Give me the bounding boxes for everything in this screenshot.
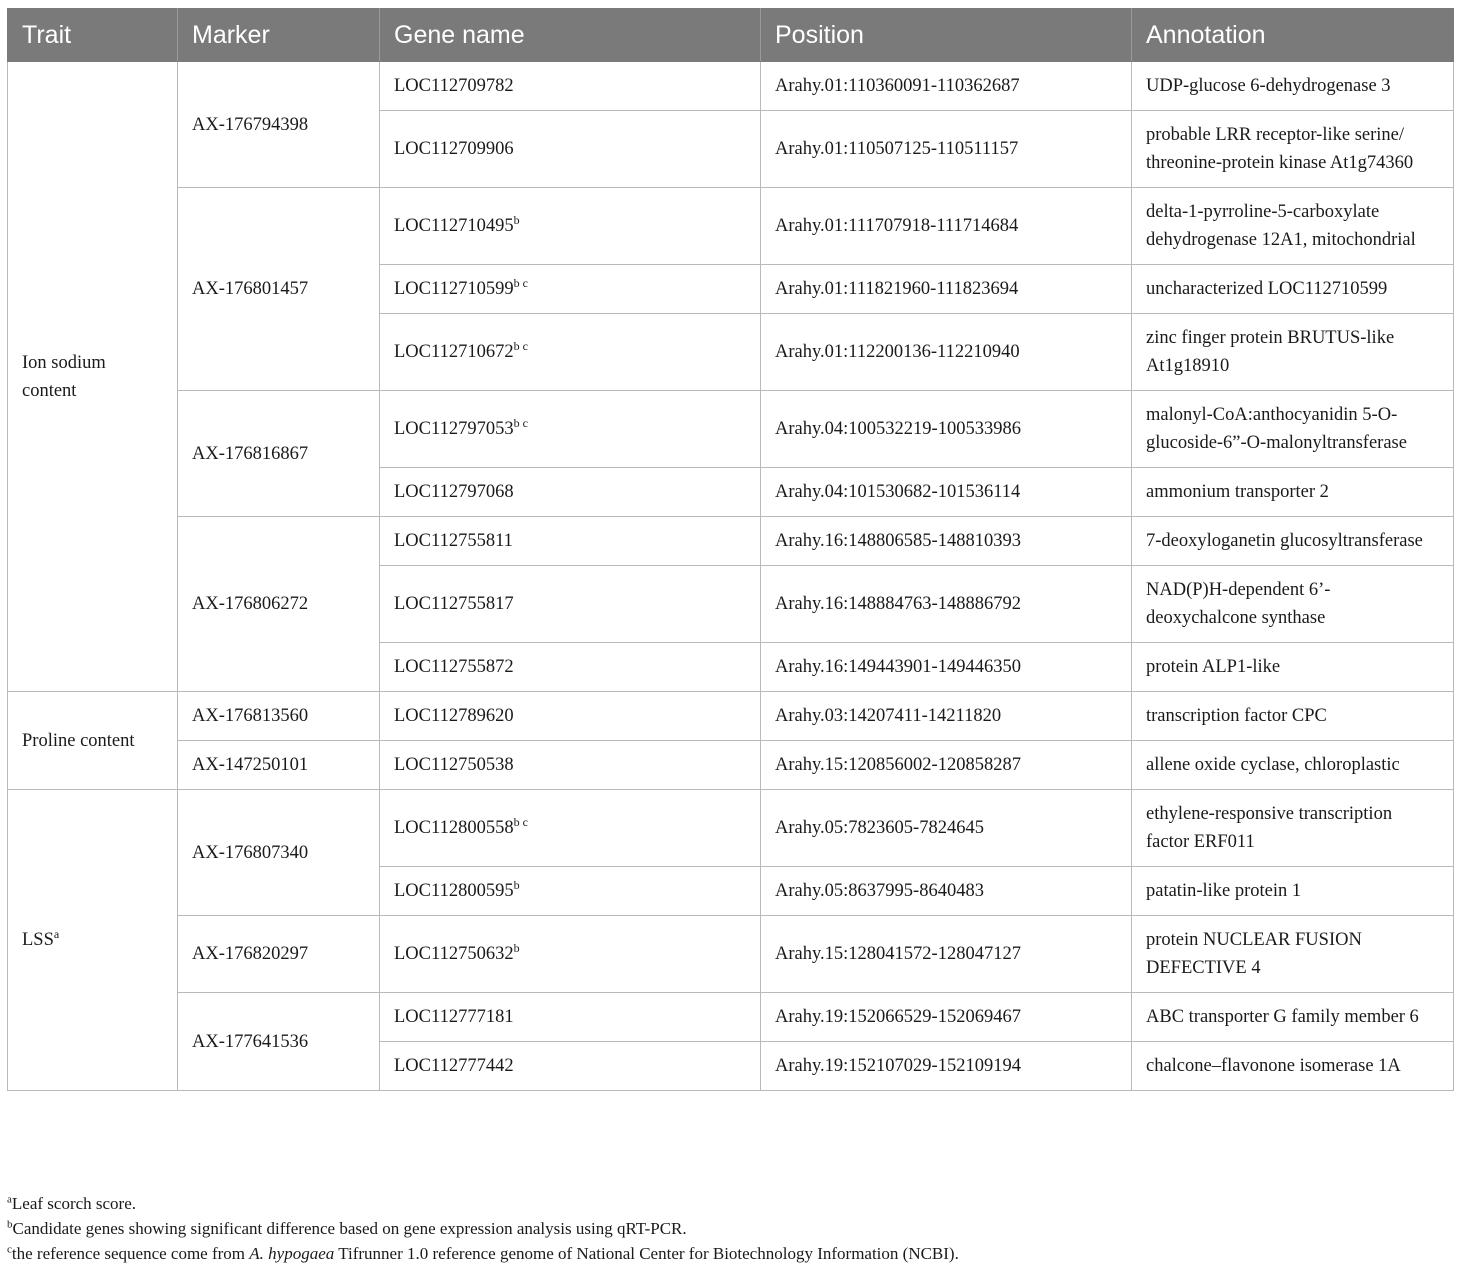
annotation-cell: probable LRR receptor-like serine/ threonine-protein kinase At1g74360 bbox=[1132, 111, 1454, 188]
gene-footnote-mark: b c bbox=[513, 338, 528, 353]
footnotes bbox=[7, 1191, 1453, 1266]
trait-footnote-mark: a bbox=[53, 926, 60, 941]
gene-name: LOC112797068 bbox=[394, 482, 514, 502]
gene-name-cell bbox=[380, 1042, 761, 1091]
annotation-cell: ammonium transporter 2 bbox=[1132, 468, 1454, 517]
gene-table-container bbox=[7, 8, 1453, 1091]
position-cell: Arahy.05:8637995-8640483 bbox=[761, 867, 1132, 916]
gene-footnote-mark: b c bbox=[513, 275, 528, 290]
annotation-cell: NAD(P)H-dependent 6’-deoxychalcone synthase bbox=[1132, 566, 1454, 643]
table-row bbox=[8, 62, 1454, 111]
gene-name-cell bbox=[380, 314, 761, 391]
marker-cell: AX-176813560 bbox=[178, 692, 380, 741]
gene-name-cell bbox=[380, 643, 761, 692]
gene-name: LOC112750538 bbox=[394, 755, 514, 775]
marker-cell: AX-176820297 bbox=[178, 916, 380, 993]
trait-cell bbox=[8, 692, 178, 790]
footnote-b bbox=[7, 1216, 1453, 1241]
position-cell: Arahy.16:148884763-148886792 bbox=[761, 566, 1132, 643]
gene-name: LOC112789620 bbox=[394, 706, 514, 726]
position-cell: Arahy.04:101530682-101536114 bbox=[761, 468, 1132, 517]
footnote-text: Leaf scorch score. bbox=[11, 1194, 137, 1213]
gene-name: LOC112755872 bbox=[394, 657, 514, 677]
footnote-mark: c bbox=[7, 1243, 12, 1256]
position-cell: Arahy.15:128041572-128047127 bbox=[761, 916, 1132, 993]
header-gene-name: Gene name bbox=[380, 9, 761, 62]
gene-name: LOC112777181 bbox=[394, 1007, 514, 1027]
gene-name-cell bbox=[380, 790, 761, 867]
position-cell: Arahy.01:110360091-110362687 bbox=[761, 62, 1132, 111]
annotation-cell: patatin-like protein 1 bbox=[1132, 867, 1454, 916]
annotation-cell: uncharacterized LOC112710599 bbox=[1132, 265, 1454, 314]
table-row bbox=[8, 188, 1454, 265]
trait-cell bbox=[8, 62, 178, 692]
footnote-species: A. hypogaea bbox=[249, 1244, 335, 1263]
position-cell: Arahy.04:100532219-100533986 bbox=[761, 391, 1132, 468]
footnote-c bbox=[7, 1241, 1453, 1266]
gene-name: LOC112755817 bbox=[394, 594, 514, 614]
annotation-cell: ABC transporter G family member 6 bbox=[1132, 993, 1454, 1042]
gene-name-cell bbox=[380, 566, 761, 643]
annotation-cell: chalcone–flavonone isomerase 1A bbox=[1132, 1042, 1454, 1091]
annotation-cell: ethylene-responsive transcription factor ERF011 bbox=[1132, 790, 1454, 867]
gene-footnote-mark: b c bbox=[513, 814, 528, 829]
header-marker: Marker bbox=[178, 9, 380, 62]
annotation-cell: zinc finger protein BRUTUS-like At1g18910 bbox=[1132, 314, 1454, 391]
marker-cell: AX-176806272 bbox=[178, 517, 380, 692]
gene-name: LOC112755811 bbox=[394, 531, 513, 551]
position-cell: Arahy.01:111707918-111714684 bbox=[761, 188, 1132, 265]
table-row bbox=[8, 391, 1454, 468]
marker-cell: AX-176807340 bbox=[178, 790, 380, 916]
gene-name-cell bbox=[380, 993, 761, 1042]
gene-name: LOC112800558 bbox=[394, 818, 514, 838]
table-body bbox=[8, 62, 1454, 1091]
gene-name-cell bbox=[380, 265, 761, 314]
gene-name: LOC112800595 bbox=[394, 881, 514, 901]
footnote-text: the reference sequence come from bbox=[11, 1244, 250, 1263]
marker-cell: AX-176816867 bbox=[178, 391, 380, 517]
position-cell: Arahy.15:120856002-120858287 bbox=[761, 741, 1132, 790]
gene-name-cell bbox=[380, 188, 761, 265]
gene-name: LOC112750632 bbox=[394, 944, 514, 964]
header-trait: Trait bbox=[8, 9, 178, 62]
gene-name-cell bbox=[380, 867, 761, 916]
table-row bbox=[8, 916, 1454, 993]
gene-name-cell bbox=[380, 517, 761, 566]
marker-cell: AX-147250101 bbox=[178, 741, 380, 790]
gene-name: LOC112710495 bbox=[394, 216, 514, 236]
marker-cell: AX-176794398 bbox=[178, 62, 380, 188]
position-cell: Arahy.16:148806585-148810393 bbox=[761, 517, 1132, 566]
annotation-cell: UDP-glucose 6-dehydrogenase 3 bbox=[1132, 62, 1454, 111]
annotation-cell: malonyl-CoA:anthocyanidin 5-O-glucoside-6”-O-malonyltransferase bbox=[1132, 391, 1454, 468]
position-cell: Arahy.01:111821960-111823694 bbox=[761, 265, 1132, 314]
gene-name-cell bbox=[380, 741, 761, 790]
table-row bbox=[8, 741, 1454, 790]
candidate-gene-table bbox=[7, 8, 1454, 1091]
gene-name-cell bbox=[380, 692, 761, 741]
marker-cell: AX-177641536 bbox=[178, 993, 380, 1091]
position-cell: Arahy.05:7823605-7824645 bbox=[761, 790, 1132, 867]
annotation-cell: protein NUCLEAR FUSION DEFECTIVE 4 bbox=[1132, 916, 1454, 993]
gene-name-cell bbox=[380, 111, 761, 188]
table-header-row bbox=[8, 9, 1454, 62]
header-position: Position bbox=[761, 9, 1132, 62]
trait-cell bbox=[8, 790, 178, 1091]
annotation-cell: protein ALP1-like bbox=[1132, 643, 1454, 692]
gene-footnote-mark: b bbox=[513, 940, 520, 955]
gene-name-cell bbox=[380, 391, 761, 468]
trait-label: Ion sodium content bbox=[22, 352, 106, 401]
annotation-cell: transcription factor CPC bbox=[1132, 692, 1454, 741]
position-cell: Arahy.16:149443901-149446350 bbox=[761, 643, 1132, 692]
table-row bbox=[8, 517, 1454, 566]
position-cell: Arahy.19:152107029-152109194 bbox=[761, 1042, 1132, 1091]
footnote-mark: a bbox=[7, 1193, 12, 1206]
gene-name: LOC112710672 bbox=[394, 342, 514, 362]
trait-label: Proline content bbox=[22, 730, 135, 751]
position-cell: Arahy.19:152066529-152069467 bbox=[761, 993, 1132, 1042]
position-cell: Arahy.03:14207411-14211820 bbox=[761, 692, 1132, 741]
gene-name-cell bbox=[380, 916, 761, 993]
position-cell: Arahy.01:112200136-112210940 bbox=[761, 314, 1132, 391]
marker-cell: AX-176801457 bbox=[178, 188, 380, 391]
gene-name: LOC112709782 bbox=[394, 76, 514, 96]
annotation-cell: delta-1-pyrroline-5-carboxylate dehydrogenase 12A1, mitochondrial bbox=[1132, 188, 1454, 265]
gene-name: LOC112797053 bbox=[394, 419, 514, 439]
gene-name: LOC112710599 bbox=[394, 279, 514, 299]
footnote-mark: b bbox=[7, 1218, 13, 1231]
table-row bbox=[8, 790, 1454, 867]
annotation-cell: allene oxide cyclase, chloroplastic bbox=[1132, 741, 1454, 790]
gene-name-cell bbox=[380, 468, 761, 517]
gene-footnote-mark: b bbox=[513, 877, 520, 892]
position-cell: Arahy.01:110507125-110511157 bbox=[761, 111, 1132, 188]
footnote-text: Candidate genes showing significant difference based on gene expression analysis using qRT-PCR. bbox=[12, 1219, 687, 1238]
gene-name: LOC112777442 bbox=[394, 1056, 514, 1076]
table-row bbox=[8, 993, 1454, 1042]
gene-footnote-mark: b c bbox=[513, 415, 528, 430]
footnote-a bbox=[7, 1191, 1453, 1216]
gene-name-cell bbox=[380, 62, 761, 111]
gene-footnote-mark: b bbox=[513, 212, 520, 227]
header-annotation: Annotation bbox=[1132, 9, 1454, 62]
annotation-cell: 7-deoxyloganetin glucosyltransferase bbox=[1132, 517, 1454, 566]
footnote-text: Tifrunner 1.0 reference genome of National Center for Biotechnology Information (NCBI). bbox=[334, 1244, 959, 1263]
table-row bbox=[8, 692, 1454, 741]
trait-label: LSS bbox=[22, 930, 54, 950]
gene-name: LOC112709906 bbox=[394, 139, 514, 159]
